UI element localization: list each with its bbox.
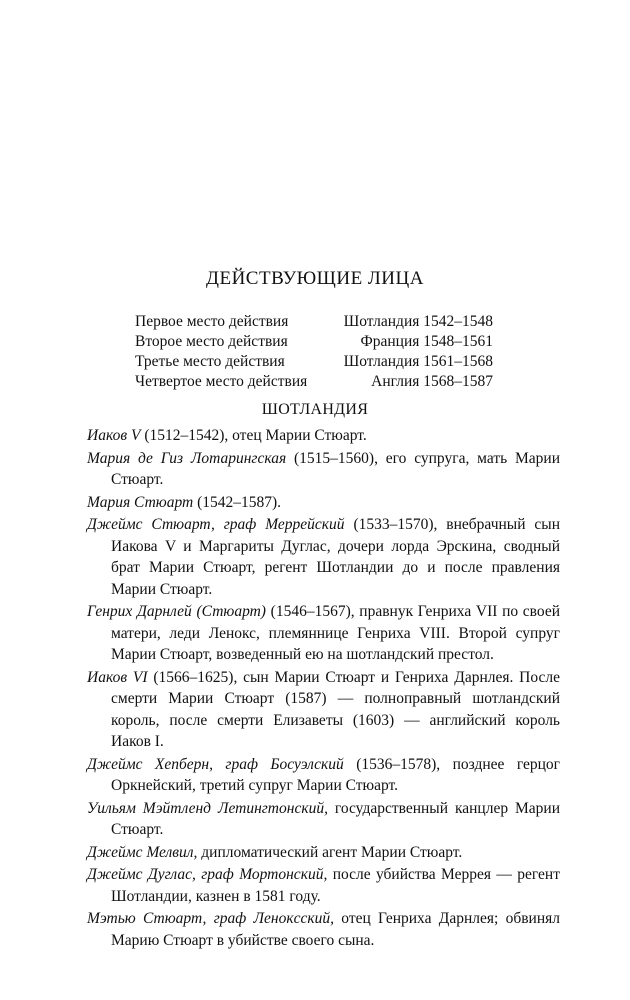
person-entry: [87, 798, 560, 841]
person-desc: (1546–1567), правнук Генриха VII по своей матери, леди Ленокс, племяннице Генриха VIII. Второй супруг Марии Стюарт, возведенный ею на шотландский престол.: [111, 603, 560, 663]
person-entry: [87, 842, 560, 864]
person-entry: [87, 667, 560, 753]
person-desc: государственный канцлер Марии Стюарт.: [111, 799, 561, 838]
act-label: Первое место действия: [135, 313, 289, 330]
page-title: ДЕЙСТВУЮЩИЕ ЛИЦА: [206, 268, 424, 289]
person-name: Иаков VI: [87, 668, 148, 686]
act-label: Четвертое место действия: [135, 373, 308, 390]
person-name: Джеймс Мелвил,: [87, 843, 198, 861]
act-row: [135, 352, 493, 372]
person-desc: (1515–1560), его супруга, мать Марии Стюарт.: [111, 449, 560, 488]
people-list: [87, 425, 560, 952]
person-entry: [87, 864, 560, 907]
act-value: Шотландия 1561–1568: [343, 353, 493, 370]
person-desc: (1542–1587).: [193, 493, 282, 511]
acts-list: [135, 312, 493, 392]
act-row: [135, 332, 493, 352]
person-name: Мария де Гиз Лотарингская: [87, 449, 287, 467]
person-desc: дипломатический агент Марии Стюарт.: [197, 843, 463, 861]
person-name: Мэтью Стюарт, граф Ленокcский,: [87, 910, 334, 927]
person-desc: (1512–1542), отец Марии Стюарт.: [140, 427, 367, 444]
person-name: Джеймс Дуглас, граф Мортонский,: [87, 866, 328, 883]
person-entry: [87, 492, 560, 514]
act-label: Третье место действия: [135, 353, 285, 370]
act-value: Франция 1548–1561: [360, 333, 493, 350]
person-entry: [87, 754, 560, 797]
person-entry: [87, 425, 560, 447]
person-name: Иаков V: [87, 427, 141, 444]
person-name: Джеймс Хепберн, граф Босуэлский: [87, 755, 344, 773]
person-desc: (1566–1625), сын Марии Стюарт и Генриха Дарнлея. После смерти Марии Стюарт (1587) — полноправный шотландский король, после смерти Елизаветы (1603) — английский король Иаков I.: [111, 668, 561, 750]
person-entry: [87, 601, 560, 666]
act-value: Шотландия 1542–1548: [343, 313, 493, 330]
person-name: Джеймс Стюарт, граф Меррейский: [87, 516, 345, 533]
person-desc: после убийства Меррея — регент Шотландии, казнен в 1581 году.: [111, 866, 560, 905]
person-desc: (1533–1570), внебрачный сын Иакова V и Маргариты Дуглас, дочери лорда Эрскина, сводный брат Марии Стюарт, регент Шотландии до и после правления Марии Стюарт.: [111, 516, 560, 598]
person-entry: [87, 448, 560, 491]
person-desc: (1536–1578), позднее герцог Оркнейский, третий супруг Марии Стюарт.: [111, 755, 561, 794]
person-entry: [87, 908, 560, 951]
act-label: Второе место действия: [135, 333, 288, 350]
person-name: Уильям Мэйтленд Летингтонский,: [87, 799, 328, 817]
section-title: ШОТЛАНДИЯ: [261, 401, 369, 418]
person-entry: [87, 514, 560, 600]
person-desc: отец Генриха Дарнлея; обвинял Марию Стюарт в убийстве своего сына.: [111, 910, 560, 949]
person-name: Мария Стюарт: [87, 493, 194, 511]
act-row: [135, 372, 493, 392]
person-name: Генрих Дарнлей (Стюарт): [87, 603, 266, 620]
act-row: [135, 312, 493, 332]
act-value: Англия 1568–1587: [371, 373, 493, 390]
